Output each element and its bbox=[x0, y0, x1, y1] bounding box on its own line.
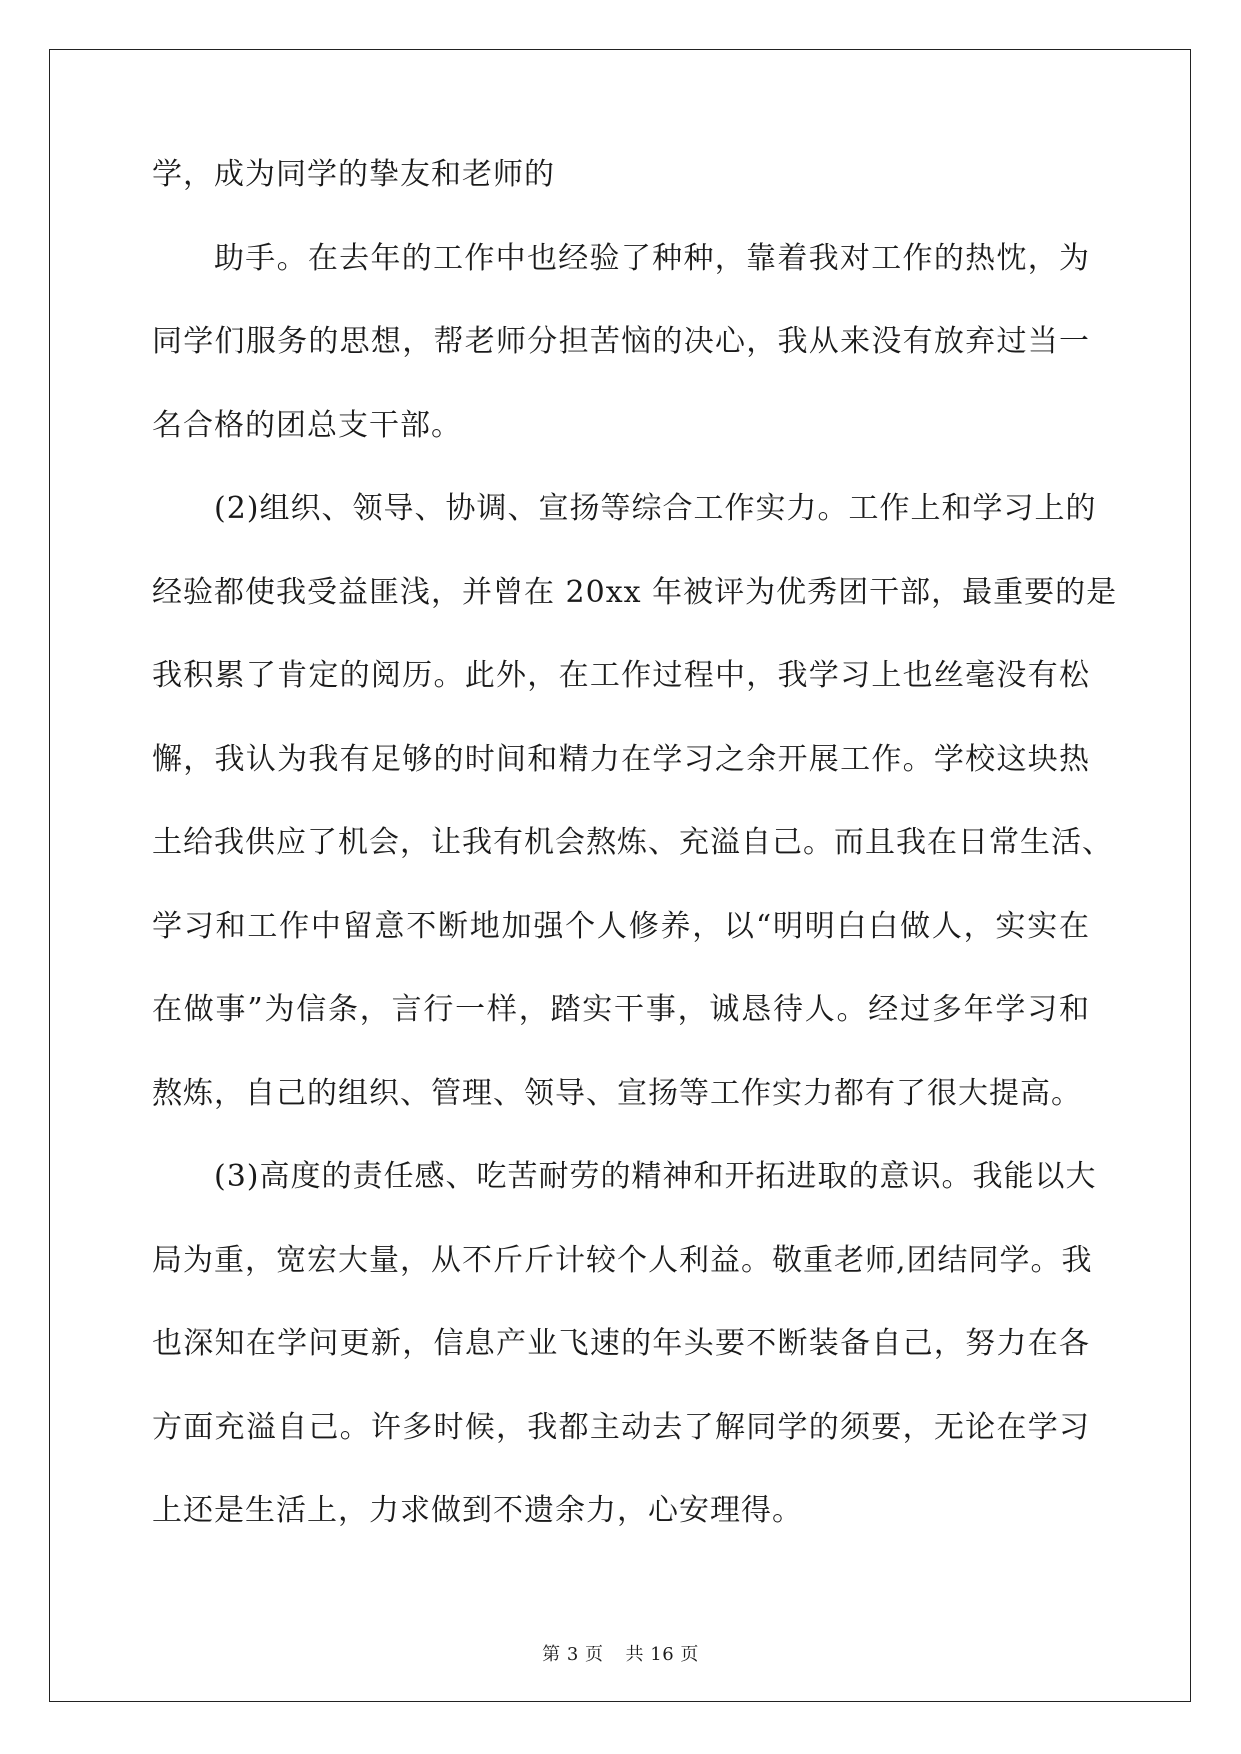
text-line: 熬炼，自己的组织、管理、领导、宣扬等工作实力都有了很大提高。 bbox=[152, 1075, 1082, 1111]
text-line: 方面充溢自己。许多时候，我都主动去了解同学的须要，无论在学习 bbox=[152, 1409, 1090, 1445]
paragraph-start-line: 助手。在去年的工作中也经验了种种，靠着我对工作的热忱，为 bbox=[214, 240, 1090, 276]
text-line: 经验都使我受益匪浅，并曾在 20xx 年被评为优秀团干部，最重要的是 bbox=[152, 574, 1118, 610]
text-line: 我积累了肯定的阅历。此外，在工作过程中，我学习上也丝毫没有松 bbox=[152, 658, 1090, 693]
text-line: 局为重，宽宏大量，从不斤斤计较个人利益。敬重老师,团结同学。我 bbox=[152, 1242, 1093, 1278]
page-total: 共 16 页 bbox=[625, 1644, 699, 1665]
paragraph-start-line: (2)组织、领导、协调、宣扬等综合工作实力。工作上和学习上的 bbox=[214, 491, 1097, 526]
text-line: 同学们服务的思想，帮老师分担苦恼的决心，我从来没有放弃过当一 bbox=[152, 324, 1090, 359]
text-line: 在做事”为信条，言行一样，踏实干事，诚恳待人。经过多年学习和 bbox=[152, 992, 1090, 1027]
text-line: 也深知在学问更新，信息产业飞速的年头要不断装备自己，努力在各 bbox=[152, 1326, 1090, 1361]
text-line: 懈，我认为我有足够的时间和精力在学习之余开展工作。学校这块热 bbox=[152, 741, 1090, 777]
page-number: 第 3 页 bbox=[542, 1644, 604, 1665]
text-line: 学习和工作中留意不断地加强个人修养，以“明明白白做人，实实在 bbox=[152, 908, 1090, 944]
text-line: 土给我供应了机会，让我有机会熬炼、充溢自己。而且我在日常生活、 bbox=[152, 825, 1113, 860]
page-footer bbox=[0, 1640, 1241, 1666]
document-body bbox=[152, 157, 1118, 1580]
text-line: 学，成为同学的挚友和老师的 bbox=[152, 157, 555, 192]
text-line: 上还是生活上，力求做到不遗余力，心安理得。 bbox=[152, 1493, 803, 1528]
text-line: 名合格的团总支干部。 bbox=[152, 407, 462, 443]
paragraph-start-line: (3)高度的责任感、吃苦耐劳的精神和开拓进取的意识。我能以大 bbox=[214, 1159, 1097, 1194]
